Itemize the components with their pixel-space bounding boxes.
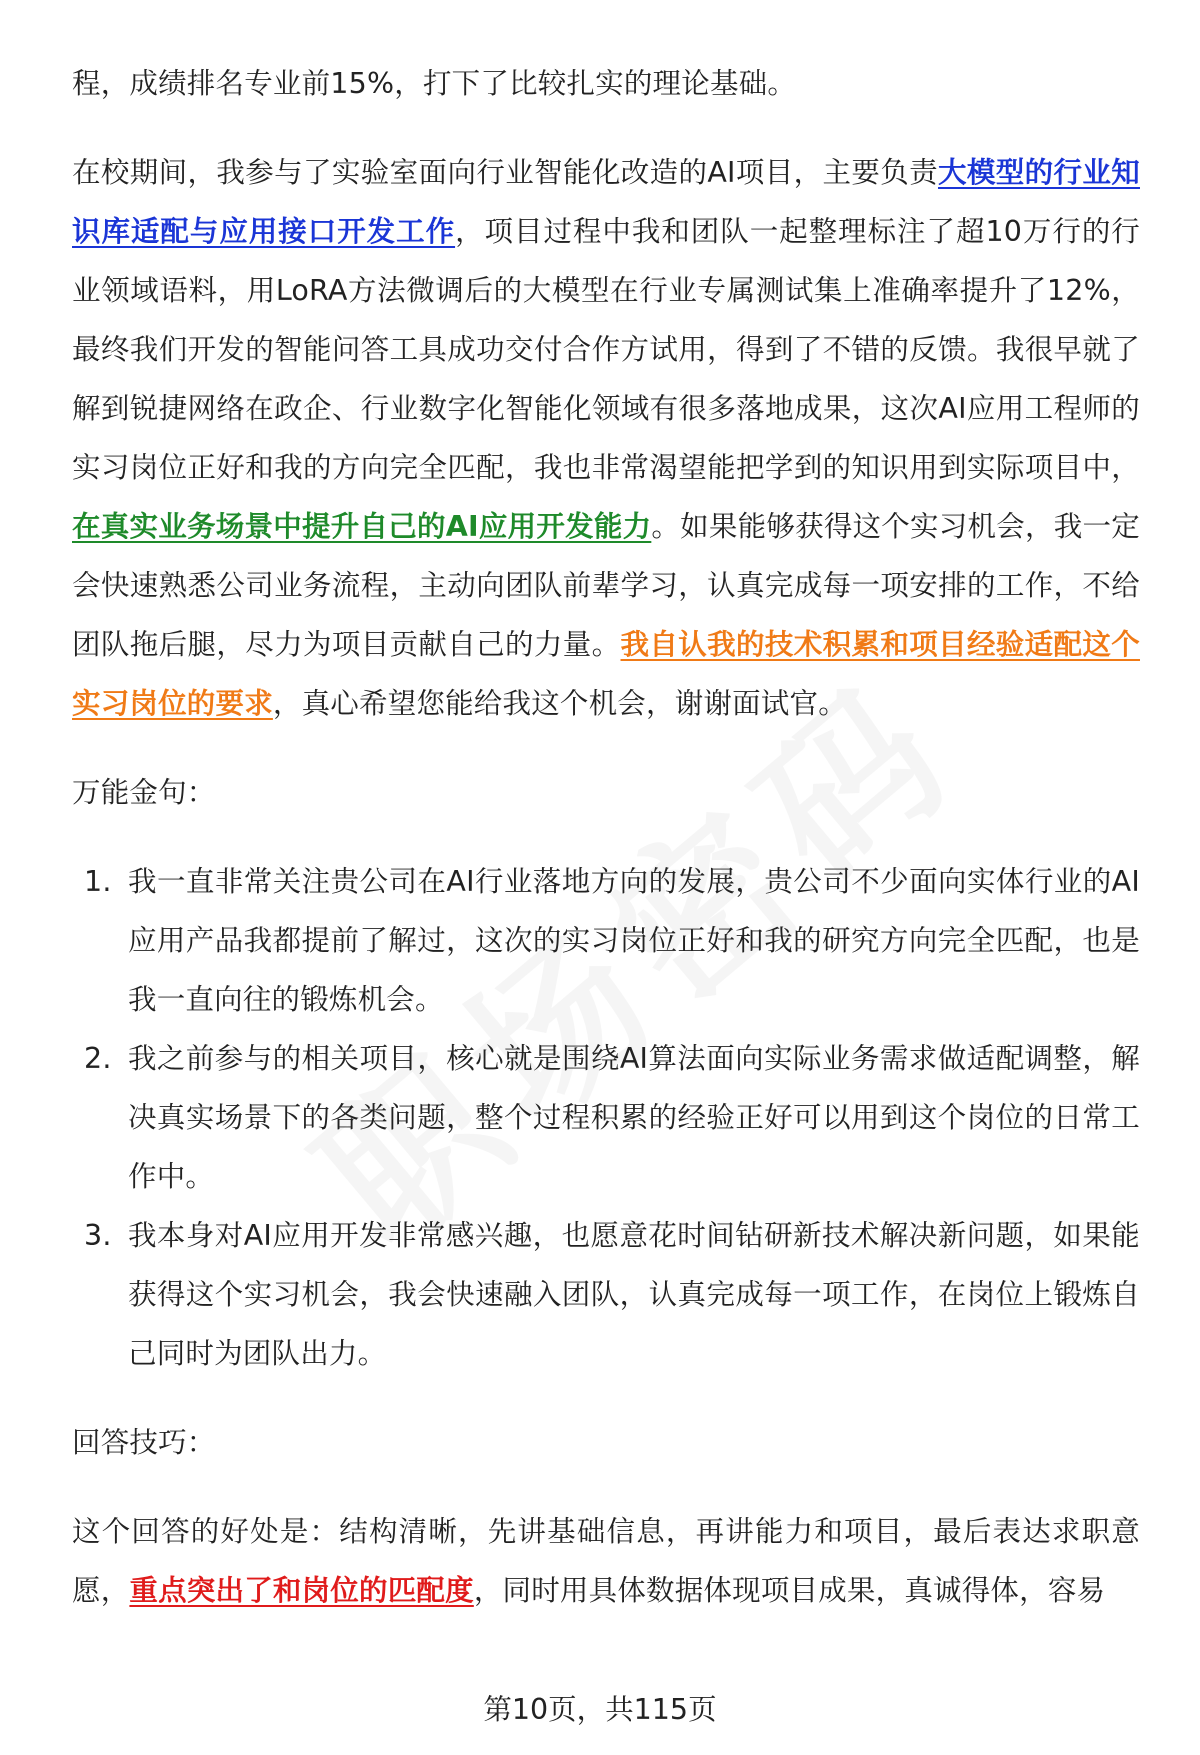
list-item (72, 852, 1140, 1029)
paragraph-tips (72, 1502, 1140, 1620)
golden-sentence-list (72, 852, 1140, 1383)
document-content (72, 54, 1140, 1620)
paragraph-gap (72, 1383, 1140, 1413)
list-text: 我之前参与的相关项目，核心就是围绕AI算法面向实际业务需求做适配调整，解决真实场景下的各类问题，整个过程积累的经验正好可以用到这个岗位的日常工作中。 (128, 1042, 1140, 1193)
highlight-blue: 大模型的行业知识库适配与应用接口开发工作 (72, 156, 1140, 248)
paragraph-intro-end: 程，成绩排名专业前15%，打下了比较扎实的理论基础。 (72, 67, 797, 100)
section-heading-golden: 万能金句： (72, 776, 216, 809)
paragraph-gap (72, 113, 1140, 143)
list-number: 1. (84, 865, 112, 898)
list-text: 我本身对AI应用开发非常感兴趣，也愿意花时间钻研新技术解决新问题，如果能获得这个实习机会，我会快速融入团队，认真完成每一项工作，在岗位上锻炼自己同时为团队出力。 (128, 1219, 1140, 1370)
list-number: 2. (84, 1042, 112, 1075)
list-item (72, 1029, 1140, 1206)
page-footer: 第10页，共115页 (483, 1693, 717, 1726)
paragraph-gap (72, 822, 1140, 852)
highlight-red: 重点突出了和岗位的匹配度 (129, 1574, 474, 1607)
paragraph-gap (72, 1472, 1140, 1502)
paragraph-text: ，真心希望您能给我这个机会，谢谢面试官。 (272, 687, 847, 720)
paragraph-text: 这个回答的好处是：结构清晰，先讲基础信息，再讲能力和项目，最后表达求职意愿， (72, 1515, 1140, 1607)
paragraph-project (72, 143, 1140, 733)
highlight-orange: 我自认我的技术积累和项目经验适配这个实习岗位的要求 (72, 628, 1140, 720)
paragraph-text: 。如果能够获得这个实习机会，我一定会快速熟悉公司业务流程，主动向团队前辈学习，认真完成每一项安排的工作，不给团队拖后腿，尽力为项目贡献自己的力量。 (72, 510, 1140, 661)
section-heading-tips: 回答技巧： (72, 1426, 216, 1459)
list-item (72, 1206, 1140, 1383)
list-text: 我一直非常关注贵公司在AI行业落地方向的发展，贵公司不少面向实体行业的AI应用产品我都提前了解过，这次的实习岗位正好和我的研究方向完全匹配，也是我一直向往的锻炼机会。 (128, 865, 1140, 1016)
paragraph-text: ，项目过程中我和团队一起整理标注了超10万行的行业领域语料，用LoRA方法微调后的大模型在行业专属测试集上准确率提升了12%，最终我们开发的智能问答工具成功交付合作方试用，得到了不错的反馈。我很早就了解到锐捷网络在政企、行业数字化智能化领域有很多落地成果，这次AI应用工程师的实习岗位正好和我的方向完全匹配，我也非常渴望能把学到的知识用到实际项目中， (72, 215, 1140, 484)
highlight-green: 在真实业务场景中提升自己的AI应用开发能力 (72, 510, 652, 543)
paragraph-text: ，同时用具体数据体现项目成果，真诚得体，容易 (473, 1574, 1106, 1607)
paragraph-text: 在校期间，我参与了实验室面向行业智能化改造的AI项目，主要负责 (72, 156, 939, 189)
list-number: 3. (84, 1219, 112, 1252)
paragraph-gap (72, 733, 1140, 763)
